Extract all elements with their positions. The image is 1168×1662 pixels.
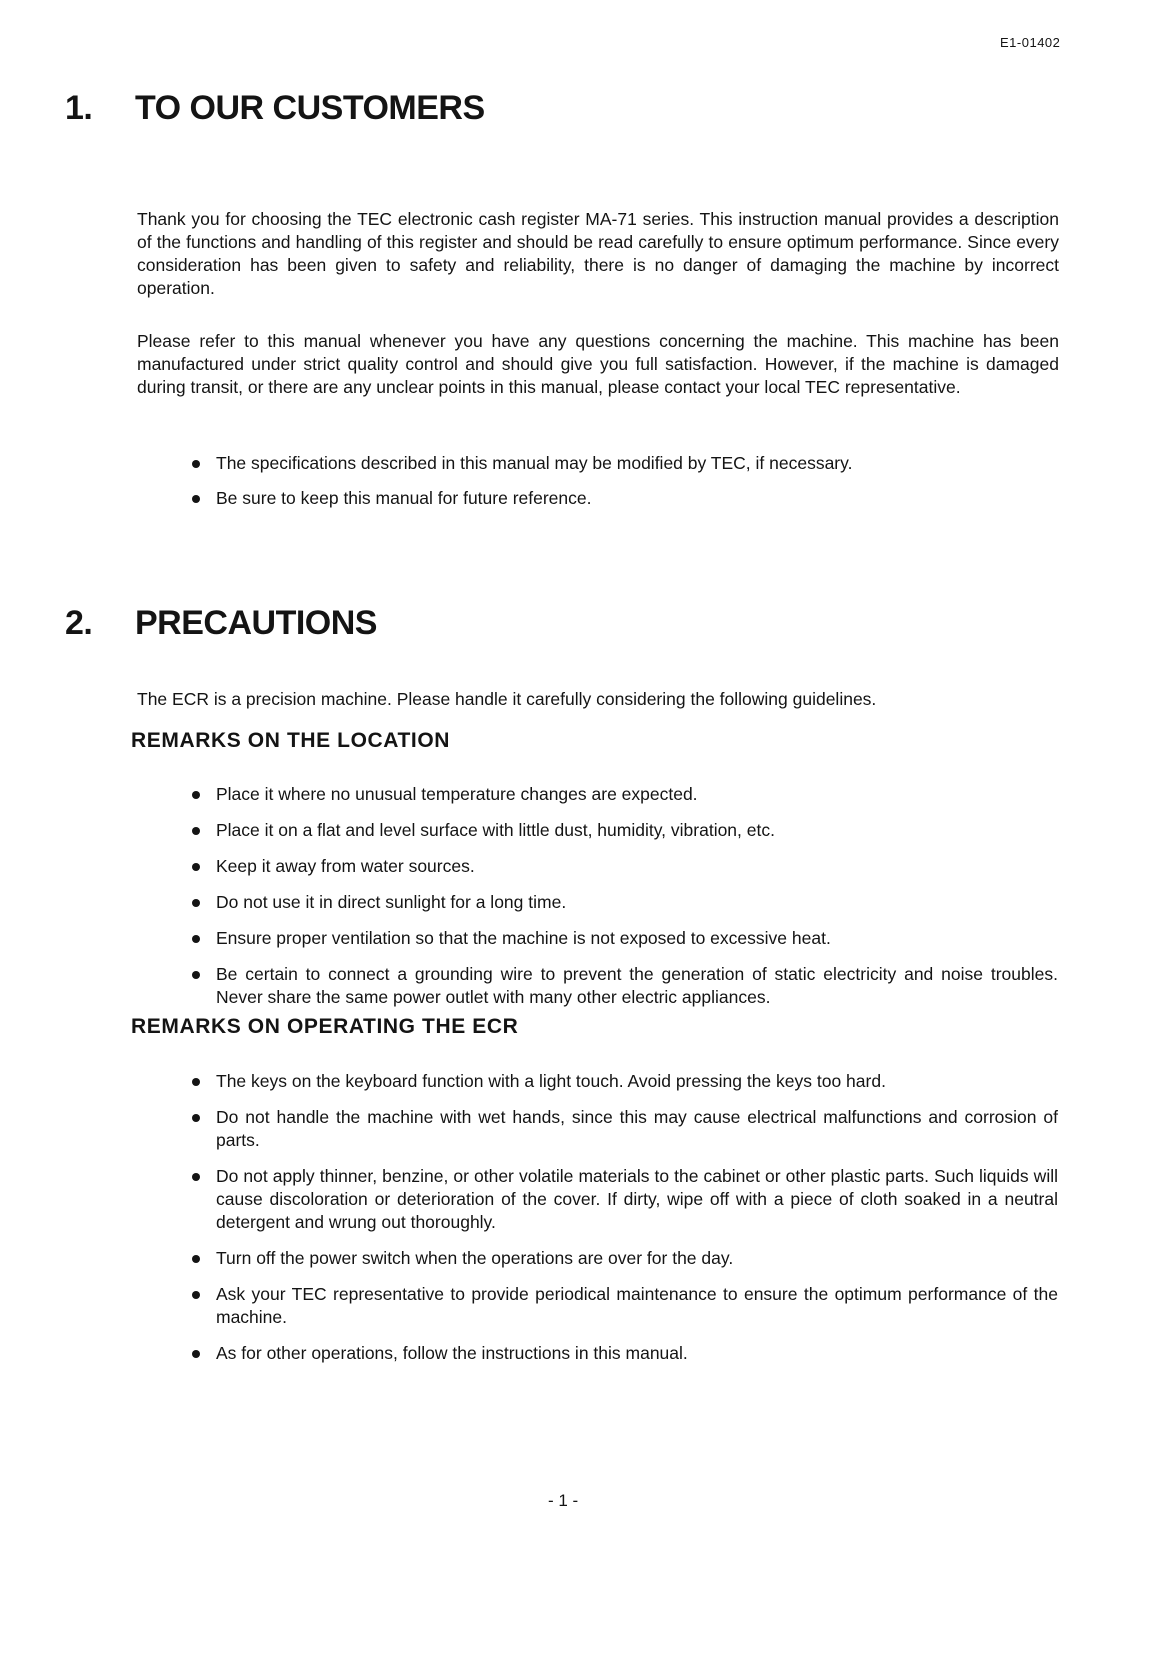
- bullet-icon: [192, 1173, 200, 1181]
- list-item: [190, 452, 1058, 475]
- list-item-text: As for other operations, follow the instructions in this manual.: [216, 1343, 688, 1363]
- list-item: [190, 487, 1058, 510]
- page-number: - 1 -: [548, 1491, 579, 1510]
- intro-paragraph: Thank you for choosing the TEC electronic cash register MA-71 series. This instruction manual provides a description of the functions and handling of this register and should be read carefully to ensure optimum performance. Since every consideration has been given to safety and reliability, there is no danger of damaging the machine by incorrect operation.: [137, 209, 1059, 298]
- list-item-text: Place it where no unusual temperature changes are expected.: [216, 784, 698, 804]
- bullet-icon: [192, 971, 200, 979]
- bullet-icon: [192, 1291, 200, 1299]
- list-item-text: Do not handle the machine with wet hands, since this may cause electrical malfunctions and corrosion of parts.: [216, 1107, 1058, 1150]
- list-item-text: Turn off the power switch when the operations are over for the day.: [216, 1248, 734, 1268]
- list-item: [190, 1342, 1058, 1365]
- list-item-text: Place it on a flat and level surface with little dust, humidity, vibration, etc.: [216, 820, 775, 840]
- bullet-icon: [192, 935, 200, 943]
- list-item: [190, 963, 1058, 1009]
- document-code: E1-01402: [1000, 35, 1061, 50]
- list-item: [190, 891, 1058, 914]
- section-title: TO OUR CUSTOMERS: [135, 89, 485, 127]
- subheading-operating: REMARKS ON OPERATING THE ECR: [131, 1015, 519, 1038]
- list-item-text: The keys on the keyboard function with a light touch. Avoid pressing the keys too hard.: [216, 1071, 886, 1091]
- section-title: PRECAUTIONS: [135, 604, 377, 642]
- operating-remarks-list: [190, 1070, 1058, 1378]
- list-item: [190, 855, 1058, 878]
- section-heading-precautions: [65, 604, 377, 643]
- list-item-text: Do not use it in direct sunlight for a long time.: [216, 892, 567, 912]
- section-heading-customers: [65, 89, 485, 128]
- reference-paragraph: Please refer to this manual whenever you have any questions concerning the machine. This machine has been manufactured under strict quality control and should give you full satisfaction. However, if the machine is damaged during transit, or there are any unclear points in this manual, please contact your local TEC representative.: [137, 331, 1059, 397]
- list-item-text: Do not apply thinner, benzine, or other volatile materials to the cabinet or other plastic parts. Such liquids will cause discoloration or deterioration of the cover. If dirty, wipe off with a piece of cloth soaked in a neutral detergent and wrung out thoroughly.: [216, 1166, 1058, 1232]
- bullet-icon: [192, 863, 200, 871]
- bullet-icon: [192, 791, 200, 799]
- bullet-icon: [192, 1114, 200, 1122]
- list-item: [190, 783, 1058, 806]
- bullet-icon: [192, 899, 200, 907]
- bullet-icon: [192, 827, 200, 835]
- list-item: [190, 1247, 1058, 1270]
- section-number: 1.: [65, 89, 93, 127]
- bullet-icon: [192, 1255, 200, 1263]
- list-item: [190, 1070, 1058, 1093]
- bullet-icon: [192, 1078, 200, 1086]
- subheading-location: REMARKS ON THE LOCATION: [131, 729, 451, 752]
- list-item: [190, 927, 1058, 950]
- list-item-text: Be sure to keep this manual for future reference.: [216, 488, 592, 508]
- bullet-icon: [192, 1350, 200, 1358]
- list-item-text: Ask your TEC representative to provide periodical maintenance to ensure the optimum performance of the machine.: [216, 1284, 1058, 1327]
- customer-notes-list: [190, 452, 1058, 522]
- list-item-text: The specifications described in this manual may be modified by TEC, if necessary.: [216, 453, 853, 473]
- precautions-intro: The ECR is a precision machine. Please handle it carefully considering the following guidelines.: [137, 689, 877, 709]
- list-item-text: Be certain to connect a grounding wire to prevent the generation of static electricity and noise troubles. Never share the same power outlet with many other electric appliances.: [216, 964, 1058, 1007]
- location-remarks-list: [190, 783, 1058, 1022]
- section-number: 2.: [65, 604, 93, 642]
- list-item: [190, 1165, 1058, 1234]
- bullet-icon: [192, 460, 200, 468]
- list-item: [190, 1106, 1058, 1152]
- list-item-text: Keep it away from water sources.: [216, 856, 475, 876]
- list-item: [190, 1283, 1058, 1329]
- list-item: [190, 819, 1058, 842]
- list-item-text: Ensure proper ventilation so that the machine is not exposed to excessive heat.: [216, 928, 831, 948]
- bullet-icon: [192, 495, 200, 503]
